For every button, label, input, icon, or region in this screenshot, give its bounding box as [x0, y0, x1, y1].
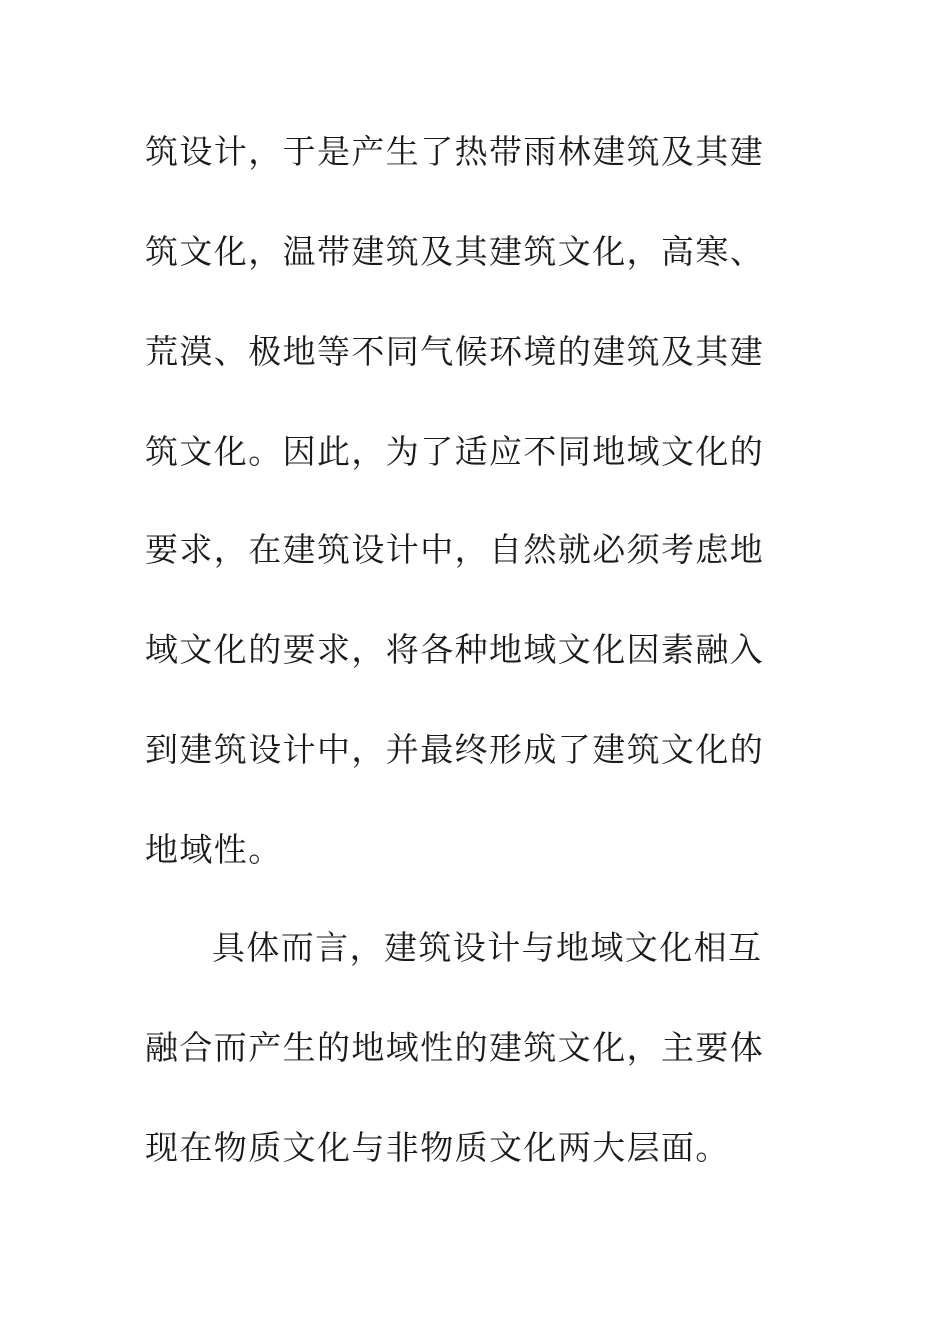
- text-line: 要求，在建筑设计中，自然就必须考虑地: [145, 530, 765, 569]
- text-line: 现在物质文化与非物质文化两大层面。: [145, 1128, 730, 1167]
- text-line: 地域性。: [145, 830, 283, 869]
- text-line: 筑文化，温带建筑及其建筑文化，高寒、: [145, 232, 765, 271]
- text-line: 筑文化。因此，为了适应不同地域文化的: [145, 432, 765, 471]
- text-line: 荒漠、极地等不同气候环境的建筑及其建: [145, 332, 765, 371]
- text-line: 筑设计，于是产生了热带雨林建筑及其建: [145, 132, 765, 171]
- text-line: 域文化的要求，将各种地域文化因素融入: [145, 630, 765, 669]
- text-line: 融合而产生的地域性的建筑文化，主要体: [145, 1028, 765, 1067]
- text-line: 具体而言，建筑设计与地域文化相互: [212, 928, 763, 967]
- text-line: 到建筑设计中，并最终形成了建筑文化的: [145, 730, 765, 769]
